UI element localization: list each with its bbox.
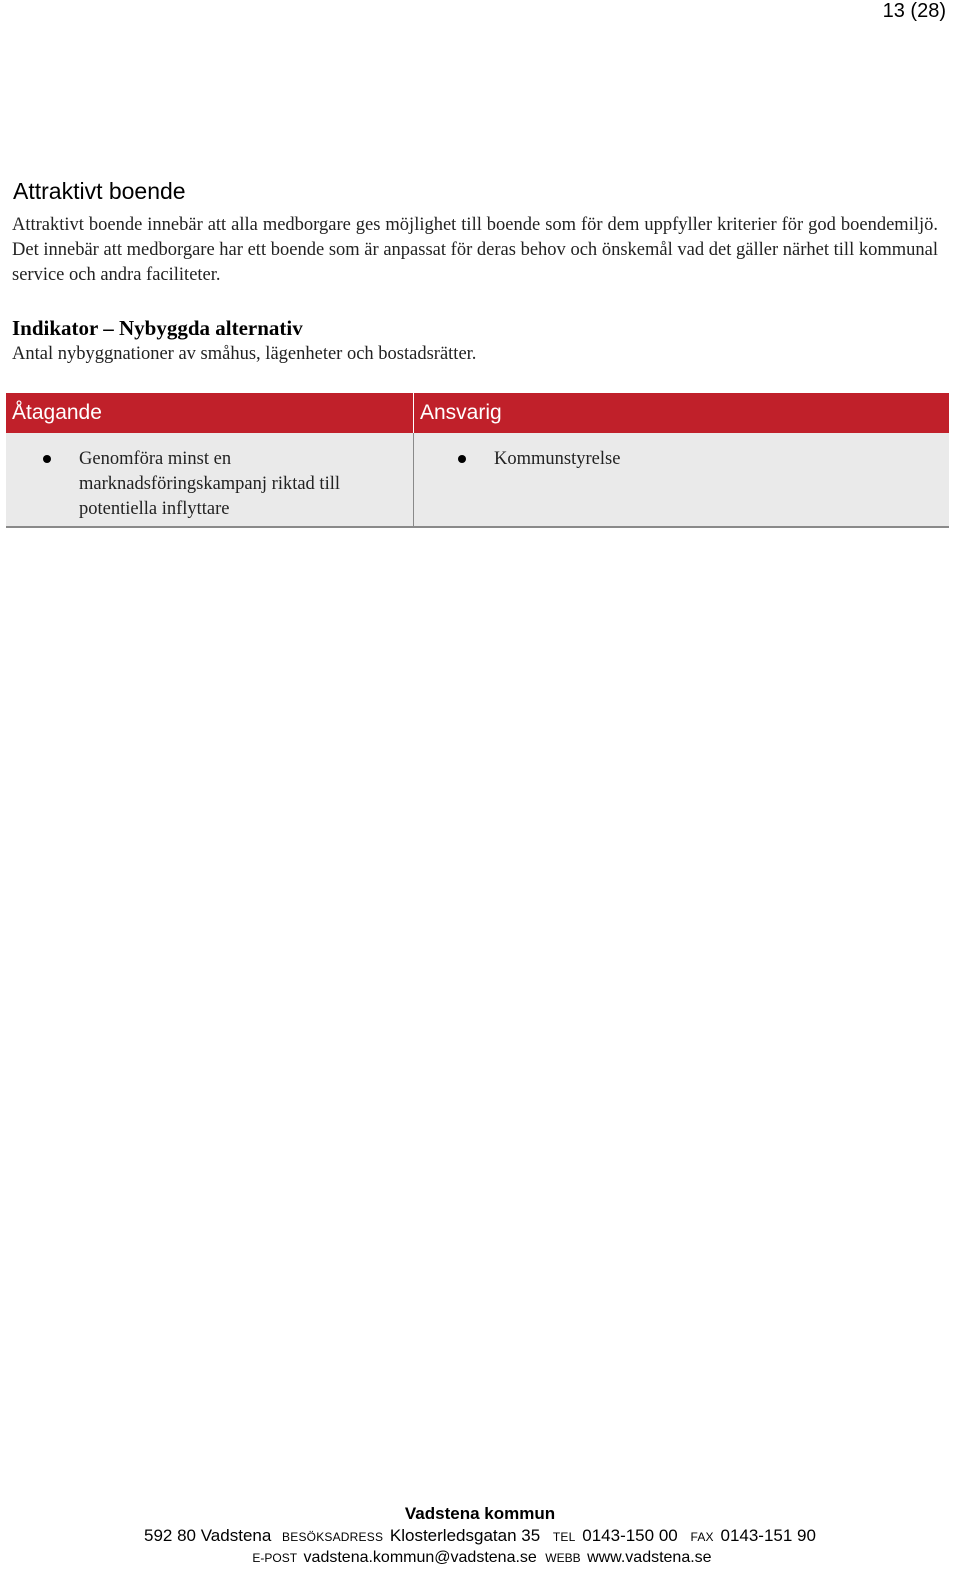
commitment-list	[6, 447, 413, 522]
column-header-responsible: Ansvarig	[414, 393, 950, 433]
page-number: 13 (28)	[882, 0, 946, 22]
table-row	[6, 433, 949, 527]
footer-web[interactable]: www.vadstena.se	[587, 1549, 712, 1566]
footer-contact-line	[0, 1525, 960, 1548]
commitment-text: Genomföra minst en marknadsföringskampanj riktad till potentiella inflyttare	[79, 449, 340, 519]
footer-fax: 0143-151 90	[720, 1526, 816, 1545]
responsible-cell	[414, 433, 950, 527]
indicator-description: Antal nybyggnationer av småhus, lägenheter och bostadsrätter.	[12, 344, 477, 364]
list-item	[414, 447, 949, 472]
footer-online-line	[0, 1548, 960, 1568]
footer-organization: Vadstena kommun	[404, 1504, 556, 1523]
footer-email[interactable]: vadstena.kommun@vadstena.se	[303, 1549, 537, 1566]
footer-web-label: WEBB	[545, 1551, 581, 1565]
section-heading: Attraktivt boende	[13, 178, 186, 204]
commitment-table	[6, 393, 949, 528]
footer-visit-address: Klosterledsgatan 35	[389, 1526, 541, 1545]
footer-email-label: E-POST	[252, 1551, 298, 1565]
indicator-title: Indikator – Nybyggda alternativ	[12, 316, 303, 340]
commitment-cell	[6, 433, 414, 527]
list-item	[6, 447, 413, 522]
page-footer	[0, 1503, 960, 1568]
footer-fax-label: FAX	[690, 1530, 714, 1544]
footer-postal: 592 80 Vadstena	[144, 1526, 272, 1545]
responsible-list	[414, 447, 949, 472]
table-header-row	[6, 393, 949, 433]
column-header-commitment: Åtagande	[6, 393, 414, 433]
intro-paragraph: Attraktivt boende innebär att alla medborgare ges möjlighet till boende som för dem uppfyller kriterier för god boendemiljö. Det innebär att medborgare har ett boende som är anpassat för deras behov och önskemål vad det gäller närhet till kommunal service och andra faciliteter.	[12, 215, 938, 285]
bullet-icon	[43, 455, 51, 463]
footer-visit-label: BESÖKSADRESS	[282, 1530, 384, 1544]
responsible-text: Kommunstyrelse	[494, 449, 621, 469]
footer-tel-label: TEL	[552, 1530, 576, 1544]
footer-tel: 0143-150 00	[582, 1526, 678, 1545]
bullet-icon	[458, 455, 466, 463]
